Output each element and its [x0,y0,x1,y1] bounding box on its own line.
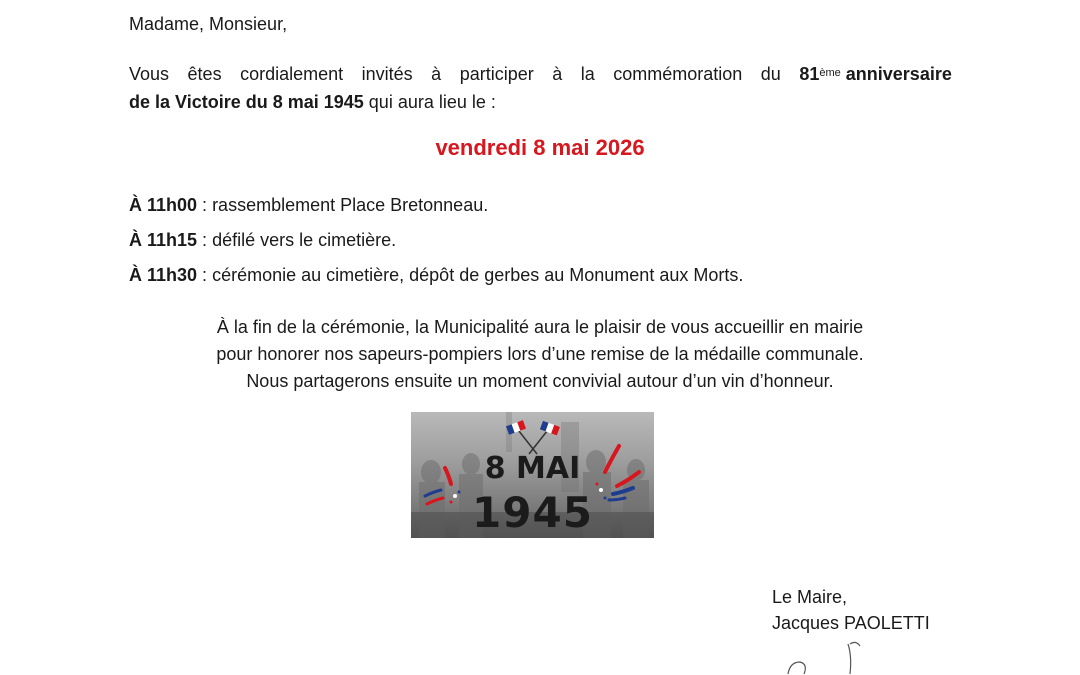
schedule-time: À 11h30 [129,265,198,285]
ordinal-word: anniversaire [845,64,952,84]
signature-block [772,584,930,636]
signature-title: Le Maire, [772,587,848,607]
intro-line-2-rest: qui aura lieu le : [363,92,496,112]
schedule-item [129,261,743,296]
intro-word: du [760,64,781,84]
handwritten-signature [770,636,880,675]
schedule-list [129,191,743,296]
intro-word: à [552,64,563,84]
intro-word: êtes [187,64,222,84]
intro-word: à [431,64,442,84]
schedule-separator: : [197,230,213,250]
banner-line-2: 1945 [472,488,593,537]
schedule-description: défilé vers le cimetière. [212,230,397,250]
salutation: Madame, Monsieur, [129,14,288,34]
ordinal-number: 81 [799,64,820,84]
intro-line-2 [129,88,952,116]
crossed-flags-icon [506,420,560,454]
anniversary-ordinal [799,60,952,88]
intro-word: Vous [129,64,170,84]
intro-word: participer [459,64,534,84]
schedule-item [129,191,743,226]
schedule-time: À 11h00 [129,195,198,215]
intro-word: invités [361,64,413,84]
event-date: vendredi 8 mai 2026 [435,135,645,160]
schedule-separator: : [197,195,213,215]
closing-paragraph [0,314,1080,395]
intro-word: la [580,64,595,84]
schedule-description: cérémonie au cimetière, dépôt de gerbes au Monument aux Morts. [212,265,744,285]
intro-paragraph [129,60,952,116]
schedule-item [129,226,743,261]
banner-line-1: 8 MAI [484,451,581,486]
commemoration-banner-image [411,412,654,538]
intro-word: cordialement [240,64,344,84]
closing-line: pour honorer nos sapeurs-pompiers lors d’une remise de la médaille communale. [216,344,864,364]
ordinal-suffix: ème [819,67,841,79]
intro-word: commémoration [613,64,743,84]
intro-line-1 [129,60,952,88]
victory-title: de la Victoire du 8 mai 1945 [129,92,364,112]
signature-name: Jacques PAOLETTI [772,613,930,633]
schedule-description: rassemblement Place Bretonneau. [212,195,489,215]
schedule-time: À 11h15 [129,230,198,250]
schedule-separator: : [197,265,213,285]
closing-line: À la fin de la cérémonie, la Municipalité aura le plaisir de vous accueillir en mairie [216,317,864,337]
closing-line: Nous partagerons ensuite un moment convivial autour d’un vin d’honneur. [246,371,834,391]
